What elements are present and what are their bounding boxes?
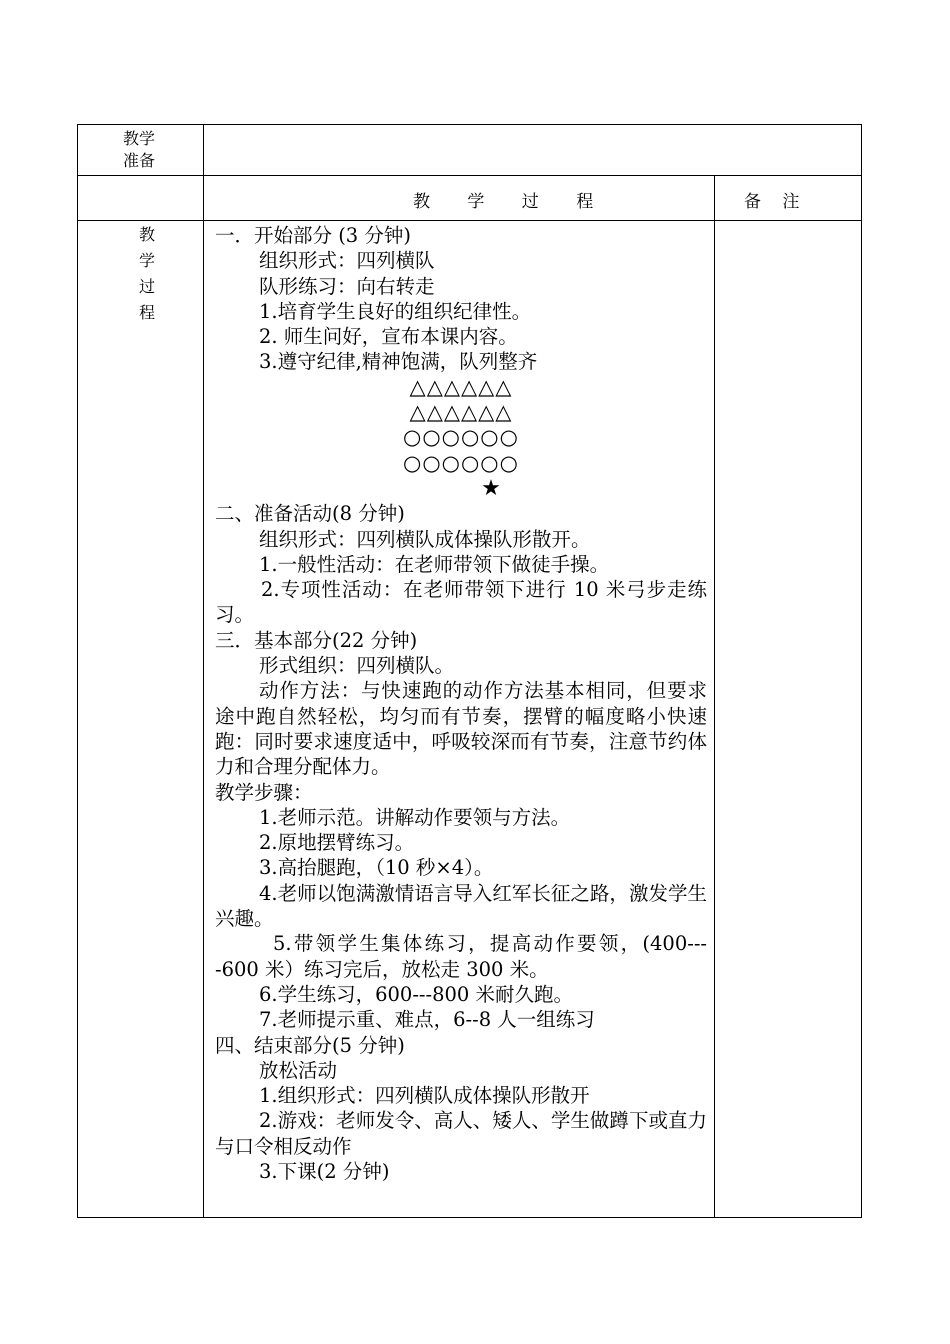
section-1-item-3: 3.遵守纪律,精神饱满，队列整齐 — [259, 350, 538, 374]
process-label-char: 过 — [138, 277, 155, 296]
process-label-char: 程 — [138, 303, 155, 322]
section-3-org: 形式组织：四列横队。 — [259, 654, 455, 678]
process-label-char: 教 — [138, 225, 155, 244]
section-2-item-2 — [215, 577, 707, 628]
col-divider-remarks — [714, 175, 715, 1218]
table-border-top — [77, 124, 862, 125]
prep-label-line1: 教学 — [123, 129, 156, 148]
lesson-plan-table — [77, 124, 862, 1218]
process-content — [215, 223, 707, 1184]
section-3-step-5 — [215, 931, 707, 982]
section-1-drill: 队形练习：向右转走 — [259, 274, 435, 298]
section-3-step-4 — [215, 881, 707, 932]
prep-label-line2: 准备 — [123, 151, 156, 170]
formation-row-circles-1: ○○○○○○ — [403, 425, 519, 450]
section-4-item-2-text: 2.游戏：老师发令、高人、矮人、学生做蹲下或直力与口令相反动作 — [215, 1109, 707, 1158]
section-1-title: 一．开始部分 (3 分钟) — [215, 224, 412, 247]
table-border-bottom — [77, 1217, 862, 1218]
section-3-steps-title: 教学步骤： — [215, 780, 313, 804]
section-1-org: 组织形式：四列横队 — [259, 249, 435, 273]
row-divider-header — [77, 220, 862, 221]
process-label-char: 学 — [138, 251, 155, 270]
section-1-item-2: 2. 师生问好，宣布本课内容。 — [259, 325, 518, 349]
prep-label — [123, 128, 155, 172]
process-row-label — [137, 222, 157, 326]
section-3-step-3: 3.高抬腿跑，（10 秒×4）。 — [259, 856, 494, 880]
remarks-column-header: 备 注 — [744, 192, 808, 212]
section-3-method — [215, 678, 707, 779]
section-3-step-7: 7.老师提示重、难点，6--8 人一组练习 — [259, 1008, 595, 1032]
table-border-right — [861, 124, 862, 1218]
section-4-item-1: 1.组织形式：四列横队成体操队形散开 — [259, 1084, 590, 1108]
section-2-item-1: 1.一般性活动：在老师带领下做徒手操。 — [259, 552, 610, 576]
section-3-title: 三．基本部分(22 分钟) — [215, 628, 418, 652]
col-divider-label — [203, 124, 204, 1218]
section-2-org: 组织形式：四列横队成体操队形散开。 — [259, 527, 591, 551]
section-2-item-2-text: 2.专项性活动：在老师带领下进行 10 米弓步走练习。 — [215, 578, 707, 627]
section-4-title: 四、结束部分(5 分钟) — [215, 1033, 405, 1057]
section-3-step-6: 6.学生练习，600---800 米耐久跑。 — [259, 982, 574, 1006]
section-3-step-1: 1.老师示范。讲解动作要领与方法。 — [259, 805, 571, 829]
row-divider-prep — [77, 175, 862, 176]
section-3-step-4-text: 4.老师以饱满激情语言导入红军长征之路，激发学生兴趣。 — [215, 881, 707, 931]
section-3-step-2: 2.原地摆臂练习。 — [259, 831, 415, 855]
teacher-star-icon: ★ — [481, 475, 501, 501]
section-4-relax: 放松活动 — [259, 1058, 338, 1082]
formation-row-triangles-2: △△△△△△ — [409, 400, 513, 425]
section-1-item-1: 1.培育学生良好的组织纪律性。 — [259, 299, 532, 323]
formation-row-circles-2: ○○○○○○ — [403, 450, 519, 475]
section-2-title: 二、准备活动(8 分钟) — [215, 502, 405, 526]
section-4-item-3: 3.下课(2 分钟) — [259, 1159, 390, 1183]
section-3-step-5-text: 5.带领学生集体练习，提高动作要领，(400----600 米）练习完后，放松走 300 米。 — [215, 932, 707, 981]
section-3-method-text: 动作方法：与快速跑的动作方法基本相同，但要求途中跑自然轻松，均匀而有节奏，摆臂的幅度略小快速跑：同时要求速度适中，呼吸较深而有节奏，注意节约体力和合理分配体力。 — [215, 679, 707, 779]
table-border-left — [77, 124, 78, 1218]
section-4-item-2 — [215, 1108, 707, 1159]
formation-row-triangles-1: △△△△△△ — [409, 374, 513, 399]
process-column-header: 教 学 过 程 — [413, 192, 610, 212]
